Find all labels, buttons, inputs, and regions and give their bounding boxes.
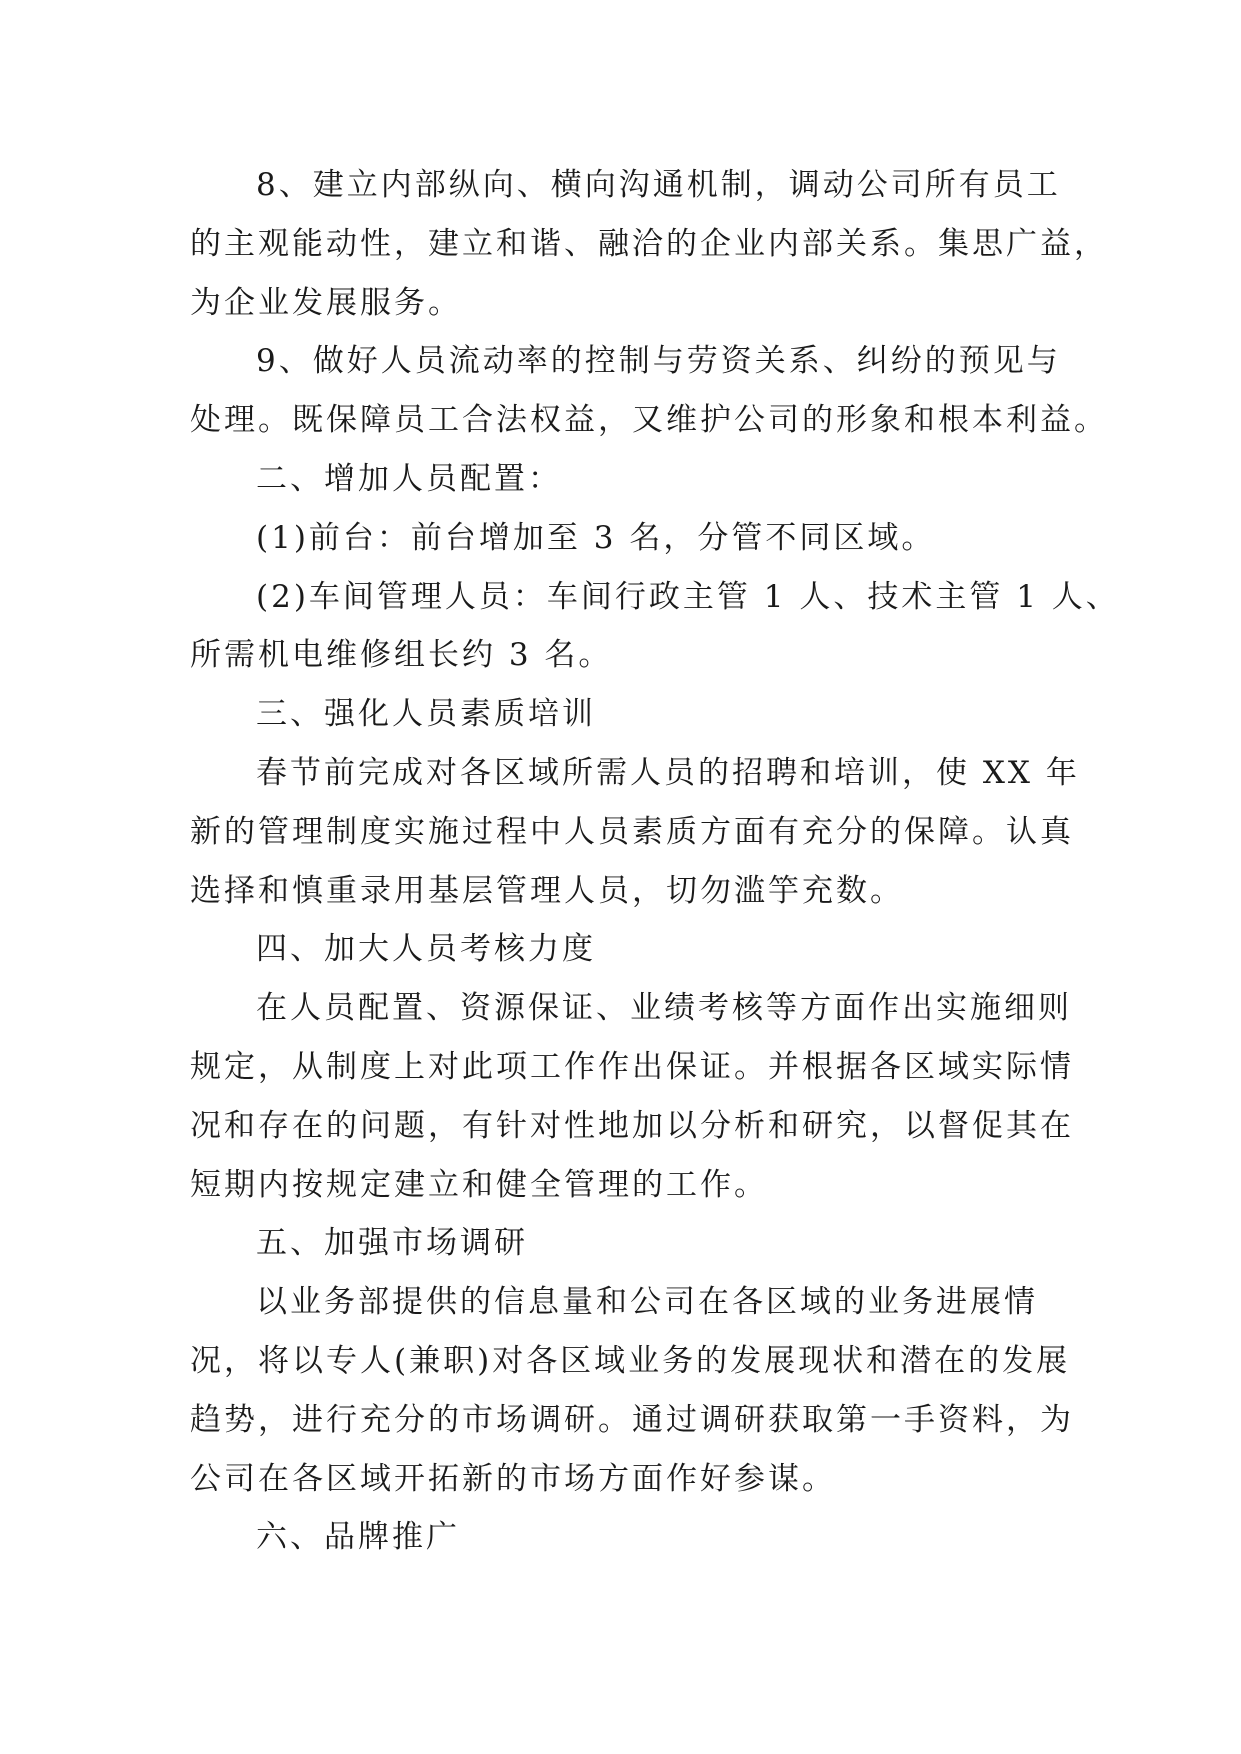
text-line: 所需机电维修组长约 3 名。 bbox=[190, 637, 613, 674]
paragraph-staff-2 bbox=[190, 568, 1120, 686]
text-line: 况，将以专人(兼职)对各区域业务的发展现状和潜在的发展 bbox=[190, 1342, 1071, 1379]
text-line: 在人员配置、资源保证、业绩考核等方面作出实施细则 bbox=[256, 990, 1072, 1027]
text-line: 公司在各区域开拓新的市场方面作好参谋。 bbox=[190, 1460, 836, 1497]
text-line: 新的管理制度实施过程中人员素质方面有充分的保障。认真 bbox=[190, 813, 1074, 850]
text-line: 的主观能动性，建立和谐、融洽的企业内部关系。集思广益， bbox=[190, 225, 1108, 262]
heading-text: 五、加强市场调研 bbox=[256, 1225, 528, 1262]
text-line: 规定，从制度上对此项工作作出保证。并根据各区域实际情 bbox=[190, 1048, 1074, 1085]
text-line: 短期内按规定建立和健全管理的工作。 bbox=[190, 1166, 768, 1203]
section-heading-2 bbox=[190, 450, 1050, 509]
heading-text: 四、加大人员考核力度 bbox=[256, 931, 596, 968]
section-heading-4 bbox=[190, 920, 1050, 979]
text-line: 春节前完成对各区域所需人员的招聘和培训，使 XX 年 bbox=[256, 754, 1080, 791]
text-line: (2)车间管理人员：车间行政主管 1 人、技术主管 1 人、 bbox=[256, 578, 1120, 615]
text-line: 9、做好人员流动率的控制与劳资关系、纠纷的预见与 bbox=[256, 343, 1061, 380]
paragraph-assessment bbox=[190, 979, 1074, 1214]
section-heading-5 bbox=[190, 1214, 1050, 1273]
text-line: 处理。既保障员工合法权益，又维护公司的形象和根本利益。 bbox=[190, 402, 1108, 439]
paragraph-staff-1 bbox=[190, 509, 1050, 568]
text-line: (1)前台：前台增加至 3 名，分管不同区域。 bbox=[256, 519, 936, 556]
heading-text: 六、品牌推广 bbox=[256, 1519, 460, 1556]
section-heading-3 bbox=[190, 685, 1050, 744]
paragraph-research bbox=[190, 1273, 1074, 1508]
paragraph-training bbox=[190, 744, 1080, 920]
text-line: 选择和慎重录用基层管理人员，切勿滥竽充数。 bbox=[190, 872, 904, 909]
heading-text: 二、增加人员配置： bbox=[256, 460, 562, 497]
section-heading-6 bbox=[190, 1508, 1050, 1567]
text-line: 8、建立内部纵向、横向沟通机制，调动公司所有员工 bbox=[256, 167, 1061, 203]
text-line: 况和存在的问题，有针对性地加以分析和研究，以督促其在 bbox=[190, 1107, 1074, 1144]
text-line: 为企业发展服务。 bbox=[190, 284, 462, 321]
heading-text: 三、强化人员素质培训 bbox=[256, 696, 596, 733]
document-body bbox=[190, 156, 1120, 1567]
text-line: 以业务部提供的信息量和公司在各区域的业务进展情 bbox=[256, 1284, 1038, 1321]
paragraph-item-9 bbox=[190, 332, 1108, 450]
text-line: 趋势，进行充分的市场调研。通过调研获取第一手资料，为 bbox=[190, 1401, 1074, 1438]
paragraph-item-8 bbox=[190, 156, 1108, 332]
